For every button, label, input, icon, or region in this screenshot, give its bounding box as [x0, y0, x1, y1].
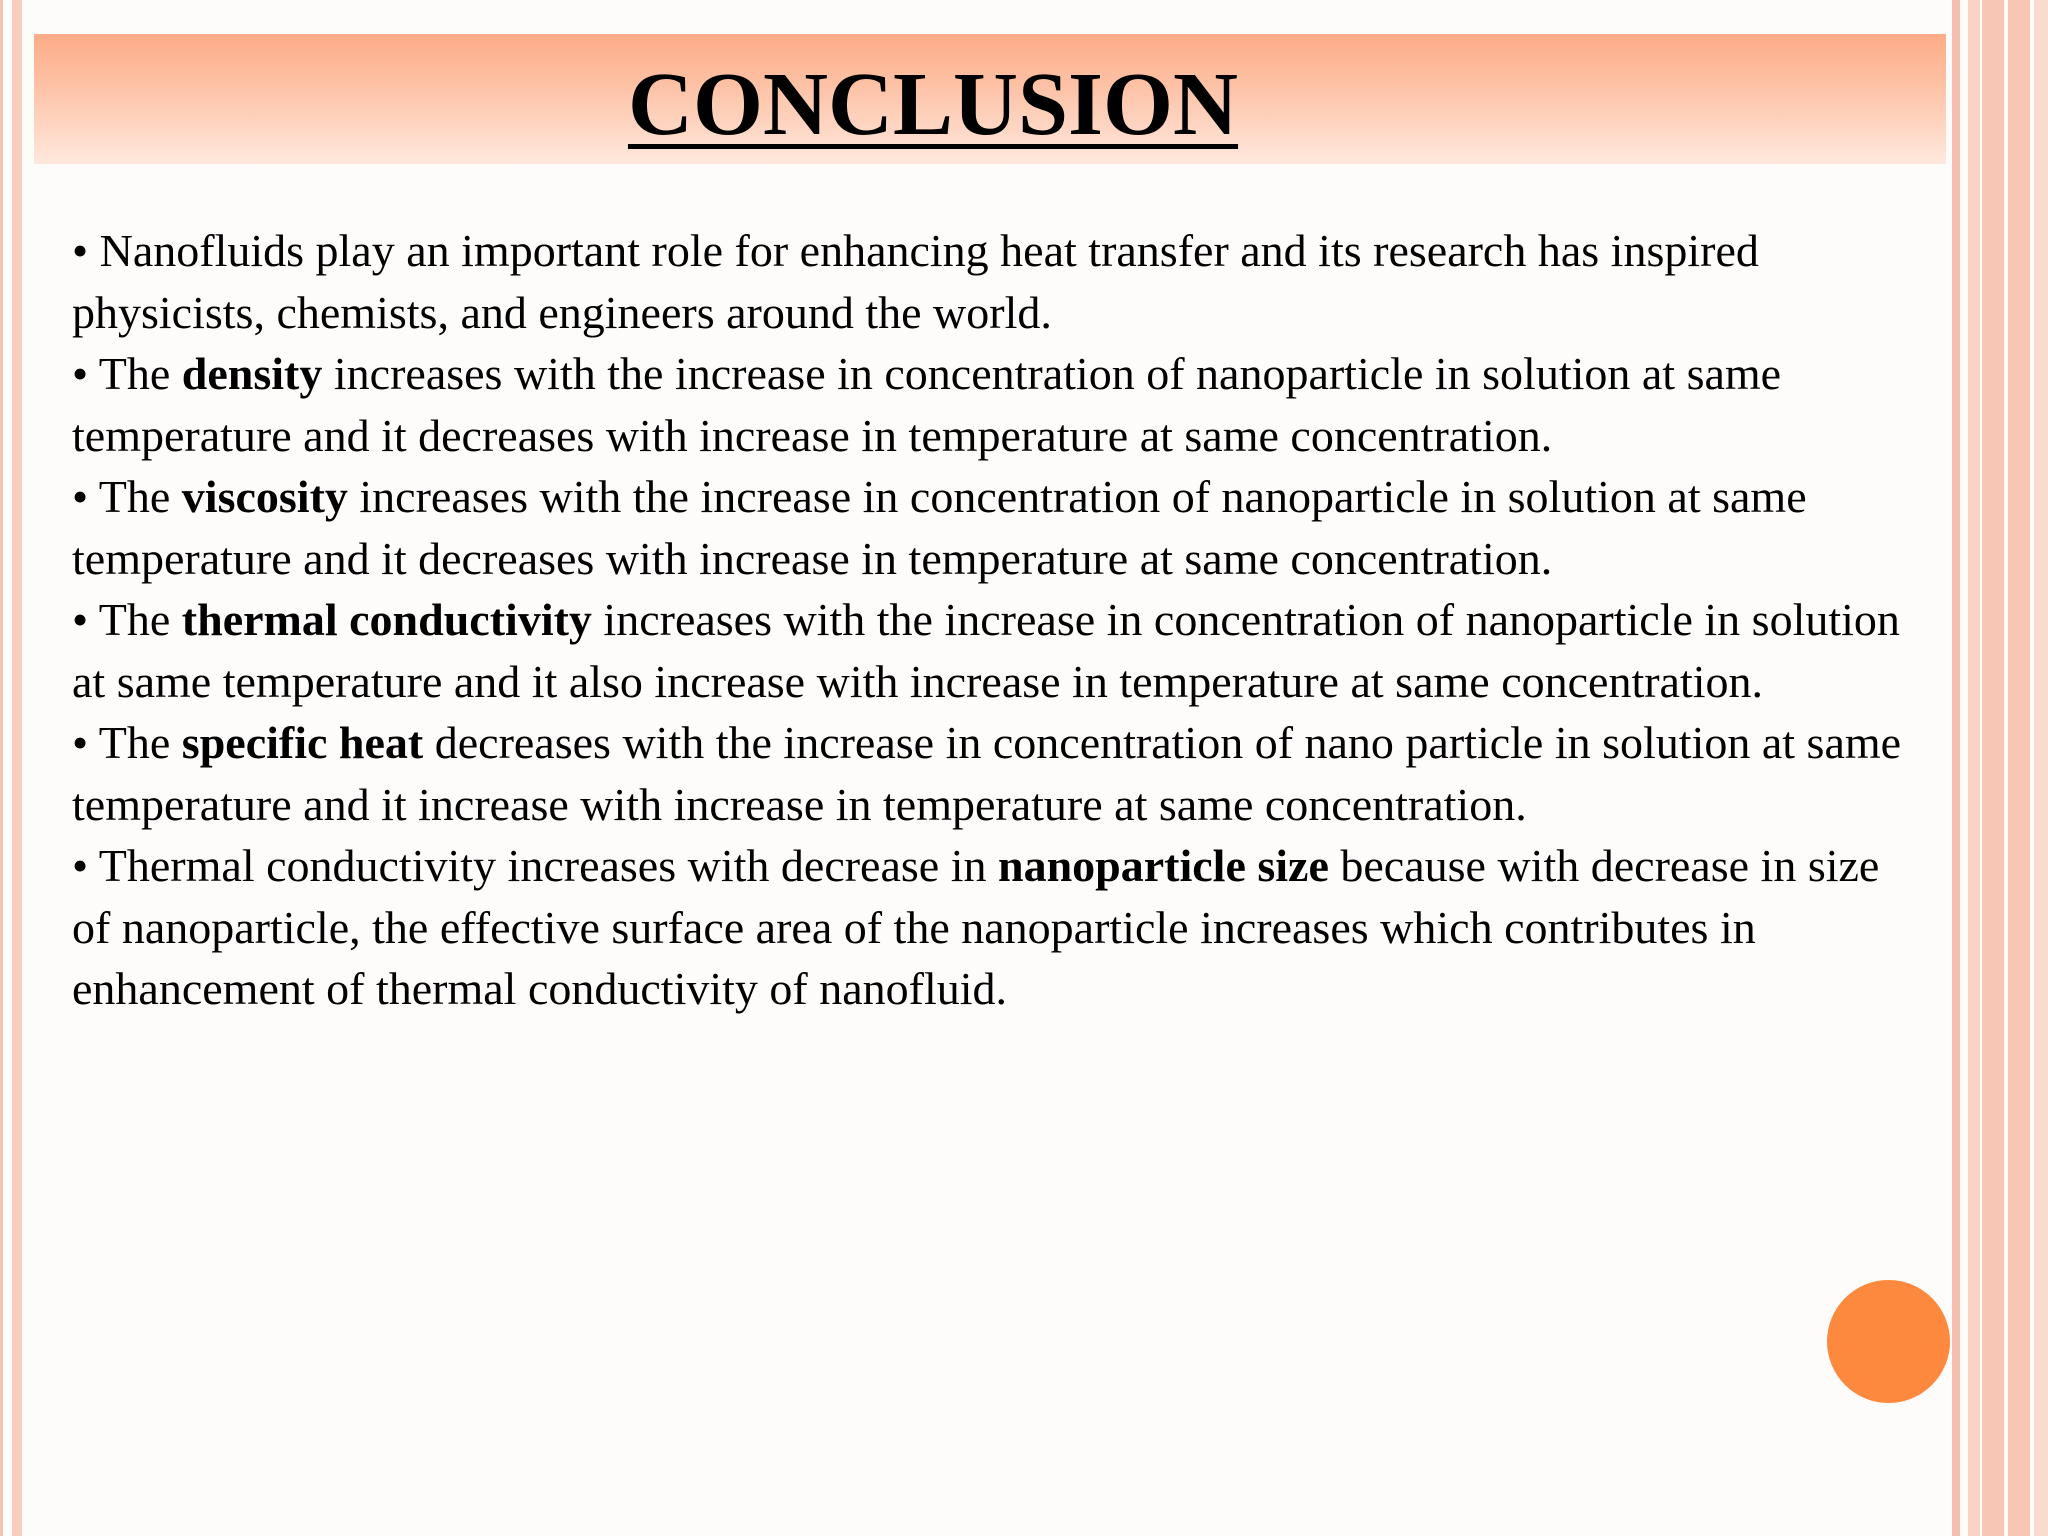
bullet-item — [72, 589, 1902, 712]
bullet-text: Nanofluids play an important role for enhancing heat transfer and its research has inspired physicists, chemists, and engineers around the world. — [72, 225, 1759, 338]
bullet-text: The — [98, 348, 182, 399]
slide-title-text: CONCLUSION — [627, 55, 1239, 154]
bullet-marker: • — [72, 471, 89, 522]
bullet-marker: • — [72, 840, 89, 891]
bullet-text: increases with the increase in concentration of nanoparticle in solution at same temperature and it decreases with increase in temperature at same concentration. — [72, 348, 1782, 461]
bullet-bold-term: viscosity — [181, 471, 348, 522]
bullet-bold-term: density — [181, 348, 323, 399]
bullet-bold-term: nanoparticle size — [997, 840, 1329, 891]
bullet-marker: • — [72, 348, 89, 399]
bullet-text: increases with the increase in concentration of nanoparticle in solution at same temperature and it also increase with increase in temperature at same concentration. — [72, 594, 1900, 707]
right-border-stripe — [1968, 0, 1980, 1536]
bullet-bold-term: thermal conductivity — [181, 594, 592, 645]
bullet-bold-term: specific heat — [181, 717, 424, 768]
bullet-item — [72, 343, 1902, 466]
bullet-marker: • — [72, 594, 89, 645]
bullet-text: decreases with the increase in concentration of nano particle in solution at same temperature and it increase with increase in temperature at same concentration. — [72, 717, 1902, 830]
bullet-item — [72, 466, 1902, 589]
decorative-orange-circle — [1827, 1280, 1950, 1403]
bullet-marker: • — [72, 717, 89, 768]
bullet-item — [72, 220, 1902, 343]
left-border-stripe — [12, 0, 22, 1536]
right-border-stripe — [1952, 0, 1960, 1536]
bullet-text: The — [98, 471, 182, 522]
bullet-text: The — [98, 717, 182, 768]
bullet-item — [72, 712, 1902, 835]
bullet-text: because with decrease in size of nanoparticle, the effective surface area of the nanoparticle increases which contributes in enhancement of thermal conductivity of nanofluid. — [72, 840, 1880, 1014]
bullet-text: Thermal conductivity increases with decrease in — [98, 840, 998, 891]
bullet-text: increases with the increase in concentration of nanoparticle in solution at same temperature and it decreases with increase in temperature at same concentration. — [72, 471, 1807, 584]
left-border-line — [0, 0, 3, 1536]
bullet-item — [72, 835, 1902, 1020]
bullet-marker: • — [72, 225, 89, 276]
slide-title — [0, 50, 1866, 160]
right-border-stripe — [2008, 0, 2030, 1536]
right-border-stripe — [1982, 0, 2004, 1536]
right-border-stripe — [2034, 0, 2048, 1536]
bullet-text: The — [98, 594, 182, 645]
bullet-list — [72, 220, 1902, 1020]
